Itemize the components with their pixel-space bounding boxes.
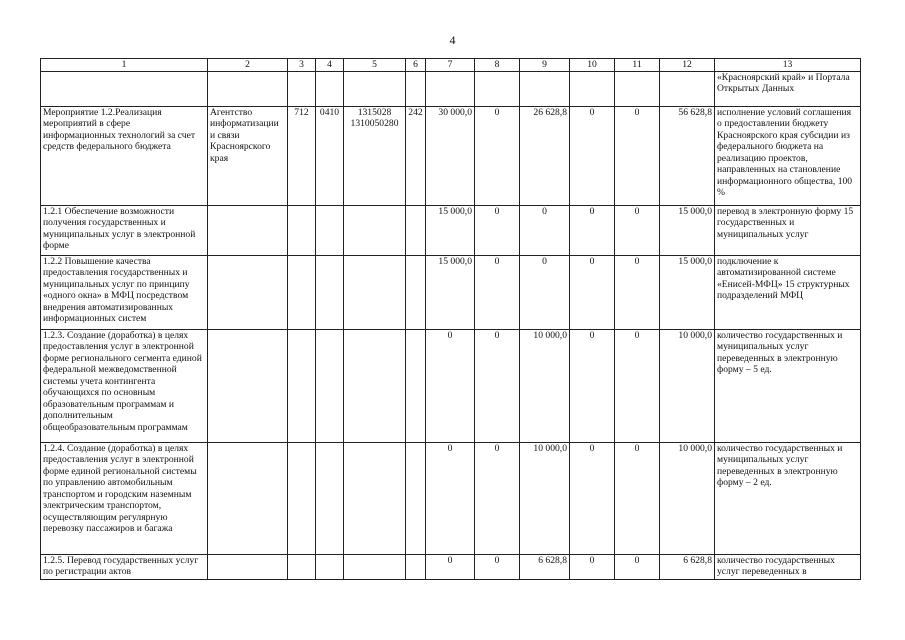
column-header: 10: [570, 59, 615, 72]
code-cell: [344, 554, 406, 579]
table-row: [41, 255, 861, 329]
code-cell: [288, 442, 316, 554]
amount-cell: 0: [615, 329, 660, 442]
activity-cell: 1.2.5. Перевод государственных услуг по регистрации актов: [41, 554, 208, 579]
result-cell: количество государственных и муниципальных услуг переведенных в электронную форму – 5 ед.: [715, 329, 861, 442]
total-cell: 56 628,8: [660, 106, 715, 205]
activity-cell: 1.2.2 Повышение качества предоставления государственных и муниципальных услуг по принципу «одного окна» в МФЦ посредством внедрения автоматизированных информационных систем: [41, 255, 208, 329]
column-header: 6: [406, 59, 426, 72]
column-header: 4: [316, 59, 344, 72]
amount-cell: 0: [475, 205, 520, 255]
table-row: [41, 329, 861, 442]
amount-cell: 0: [570, 329, 615, 442]
code-cell: [344, 329, 406, 442]
code-cell: [344, 442, 406, 554]
agency-cell: Агентство информатизации и связи Красноярского края: [208, 106, 288, 205]
budget-table: [40, 58, 861, 580]
amount-cell: 0: [426, 329, 475, 442]
code-cell: [406, 255, 426, 329]
column-header: 3: [288, 59, 316, 72]
table-row: [41, 106, 861, 205]
code-cell: [406, 205, 426, 255]
amount-cell: 0: [475, 255, 520, 329]
amount-cell: 0: [615, 554, 660, 579]
result-cell: подключение к автоматизированной системе «Енисей-МФЦ» 15 структурных подразделений МФЦ: [715, 255, 861, 329]
code-cell: [406, 442, 426, 554]
page-number: 4: [449, 33, 456, 47]
code-cell: 712: [288, 106, 316, 205]
code-cell: [288, 554, 316, 579]
column-header: 11: [615, 59, 660, 72]
code-cell: [288, 255, 316, 329]
amount-cell: [426, 71, 475, 106]
amount-cell: 0: [570, 255, 615, 329]
code-cell: [288, 71, 316, 106]
total-cell: 15 000,0: [660, 205, 715, 255]
column-header: 12: [660, 59, 715, 72]
total-cell: [660, 71, 715, 106]
amount-cell: 15 000,0: [426, 205, 475, 255]
column-header: 5: [344, 59, 406, 72]
code-cell: [316, 205, 344, 255]
total-cell: 15 000,0: [660, 255, 715, 329]
amount-cell: 0: [615, 106, 660, 205]
amount-cell: 0: [520, 255, 570, 329]
amount-cell: 0: [475, 442, 520, 554]
code-cell: [316, 442, 344, 554]
amount-cell: 6 628,8: [520, 554, 570, 579]
activity-cell: 1.2.4. Создание (доработка) в целях предоставления услуг в электронной форме единой региональной системы по управлению автомобильным транспортом и городским наземным электрическим транспортом, осуществляющим регулярную перевозку пассажиров и багажа: [41, 442, 208, 554]
code-cell: [316, 329, 344, 442]
code-cell: 1315028 1310050280: [344, 106, 406, 205]
code-cell: [344, 71, 406, 106]
agency-cell: [208, 442, 288, 554]
amount-cell: 0: [570, 554, 615, 579]
result-cell: количество государственных услуг переведенных в: [715, 554, 861, 579]
amount-cell: 10 000,0: [520, 329, 570, 442]
code-cell: [406, 71, 426, 106]
amount-cell: [615, 71, 660, 106]
agency-cell: [208, 205, 288, 255]
agency-cell: [208, 255, 288, 329]
column-header: 9: [520, 59, 570, 72]
amount-cell: [475, 71, 520, 106]
agency-cell: [208, 554, 288, 579]
result-cell: «Красноярский край» и Портала Открытых Данных: [715, 71, 861, 106]
code-cell: [288, 329, 316, 442]
code-cell: 242: [406, 106, 426, 205]
code-cell: [344, 255, 406, 329]
amount-cell: [520, 71, 570, 106]
amount-cell: 0: [426, 442, 475, 554]
code-cell: [406, 329, 426, 442]
table-row: [41, 205, 861, 255]
amount-cell: 15 000,0: [426, 255, 475, 329]
amount-cell: 0: [475, 106, 520, 205]
column-header: 2: [208, 59, 288, 72]
activity-cell: [41, 71, 208, 106]
amount-cell: 26 628,8: [520, 106, 570, 205]
table-header-row: [41, 59, 861, 72]
activity-cell: Мероприятие 1.2.Реализация мероприятий в сфере информационных технологий за счет средств федерального бюджета: [41, 106, 208, 205]
column-header: 1: [41, 59, 208, 72]
code-cell: [316, 71, 344, 106]
result-cell: перевод в электронную форму 15 государственных и муниципальных услуг: [715, 205, 861, 255]
column-header: 13: [715, 59, 861, 72]
table-row: [41, 71, 861, 106]
amount-cell: 0: [570, 106, 615, 205]
amount-cell: 10 000,0: [520, 442, 570, 554]
table-row: [41, 554, 861, 579]
code-cell: [316, 255, 344, 329]
table-row: [41, 442, 861, 554]
activity-cell: 1.2.1 Обеспечение возможности получения государственных и муниципальных услуг в электронной форме: [41, 205, 208, 255]
column-header: 8: [475, 59, 520, 72]
amount-cell: 0: [615, 442, 660, 554]
amount-cell: 0: [426, 554, 475, 579]
amount-cell: 0: [615, 255, 660, 329]
code-cell: [344, 205, 406, 255]
amount-cell: 0: [475, 329, 520, 442]
agency-cell: [208, 329, 288, 442]
amount-cell: 0: [615, 205, 660, 255]
code-cell: [406, 554, 426, 579]
amount-cell: 30 000,0: [426, 106, 475, 205]
result-cell: исполнение условий соглашения о предоставлении бюджету Красноярского края субсидии из федерального бюджета на реализацию проектов, направленных на становление информационного общества, 100 %: [715, 106, 861, 205]
amount-cell: 0: [520, 205, 570, 255]
amount-cell: [570, 71, 615, 106]
total-cell: 10 000,0: [660, 329, 715, 442]
amount-cell: 0: [570, 442, 615, 554]
code-cell: [288, 205, 316, 255]
column-header: 7: [426, 59, 475, 72]
activity-cell: 1.2.3. Создание (доработка) в целях предоставления услуг в электронной форме регионального сегмента единой федеральной межведомственной системы учета контингента обучающихся по основным образовательным программам и дополнительным общеобразовательным программам: [41, 329, 208, 442]
amount-cell: 0: [475, 554, 520, 579]
amount-cell: 0: [570, 205, 615, 255]
result-cell: количество государственных и муниципальных услуг переведенных в электронную форму – 2 ед.: [715, 442, 861, 554]
total-cell: 6 628,8: [660, 554, 715, 579]
total-cell: 10 000,0: [660, 442, 715, 554]
code-cell: 0410: [316, 106, 344, 205]
agency-cell: [208, 71, 288, 106]
code-cell: [316, 554, 344, 579]
